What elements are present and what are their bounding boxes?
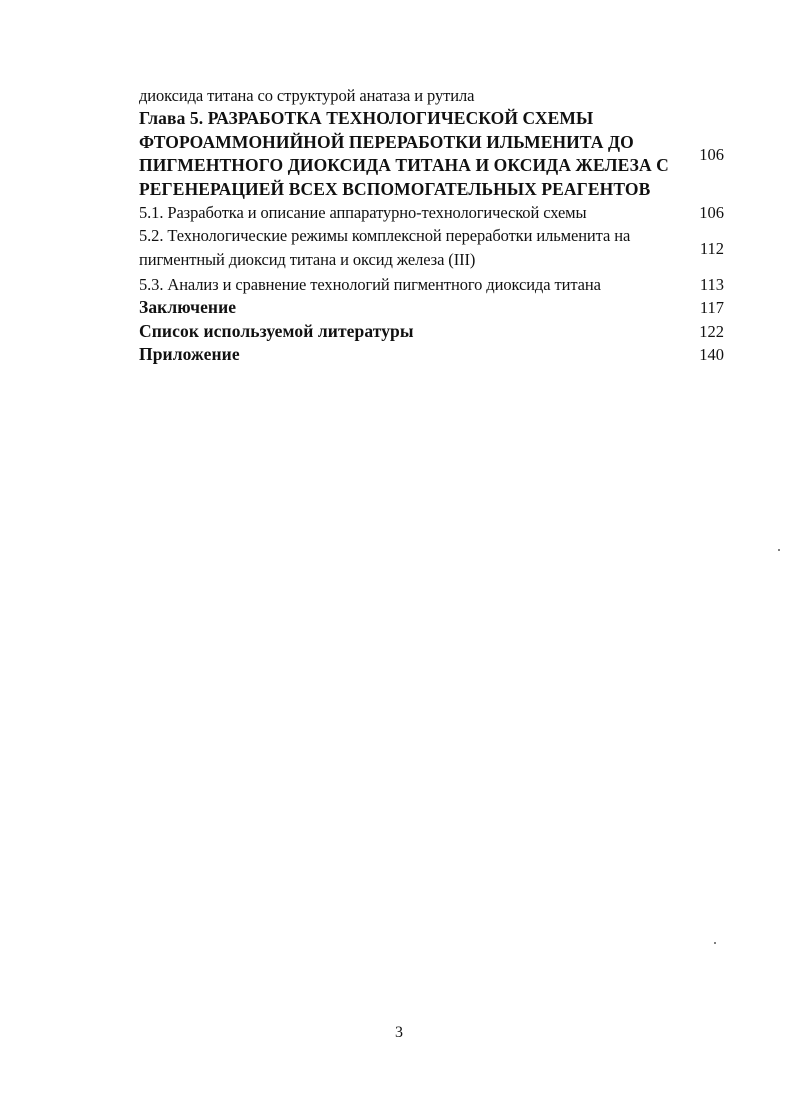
section-5-1-page: 106 bbox=[699, 203, 724, 222]
section-5-2-page: 112 bbox=[699, 238, 724, 258]
conclusion-title: Заключение bbox=[139, 297, 237, 317]
scan-speck bbox=[778, 549, 780, 551]
toc-appendix bbox=[139, 343, 724, 367]
toc-references bbox=[139, 320, 724, 344]
section-5-1-title: 5.1. Разработка и описание аппаратурно-технологической схемы bbox=[139, 203, 587, 222]
toc-section-5-1 bbox=[139, 201, 724, 224]
appendix-page: 140 bbox=[699, 345, 724, 365]
section-5-3-title: 5.3. Анализ и сравнение технологий пигментного диоксида титана bbox=[139, 275, 601, 294]
table-of-contents bbox=[139, 84, 724, 367]
conclusion-page: 117 bbox=[699, 298, 724, 318]
scan-speck bbox=[714, 942, 716, 944]
section-5-3-page: 113 bbox=[699, 275, 724, 294]
toc-section-5-2 bbox=[139, 224, 724, 272]
toc-continuation-row bbox=[139, 84, 724, 107]
page-number: 3 bbox=[395, 1024, 403, 1041]
chapter-5-page: 106 bbox=[699, 144, 724, 164]
appendix-title: Приложение bbox=[139, 344, 240, 364]
toc-continuation-text: диоксида титана со структурой анатаза и рутила bbox=[139, 86, 475, 105]
toc-chapter-5 bbox=[139, 107, 724, 201]
toc-conclusion bbox=[139, 296, 724, 320]
references-page: 122 bbox=[699, 321, 724, 341]
section-5-2-title: 5.2. Технологические режимы комплексной переработки ильменита на пигментный диоксид титана и оксид железа (III) bbox=[139, 226, 631, 269]
references-title: Список используемой литературы bbox=[139, 320, 414, 341]
toc-section-5-3 bbox=[139, 273, 724, 296]
chapter-5-title: Глава 5. РАЗРАБОТКА ТЕХНОЛОГИЧЕСКОЙ СХЕМЫ ФТОРОАММОНИЙНОЙ ПЕРЕРАБОТКИ ИЛЬМЕНИТА ДО ПИГМЕНТНОГО ДИОКСИДА ТИТАНА И ОКСИДА ЖЕЛЕЗА С РЕГЕНЕРАЦИЕЙ ВСЕХ ВСПОМОГАТЕЛЬНЫХ РЕАГЕНТОВ bbox=[139, 108, 669, 199]
